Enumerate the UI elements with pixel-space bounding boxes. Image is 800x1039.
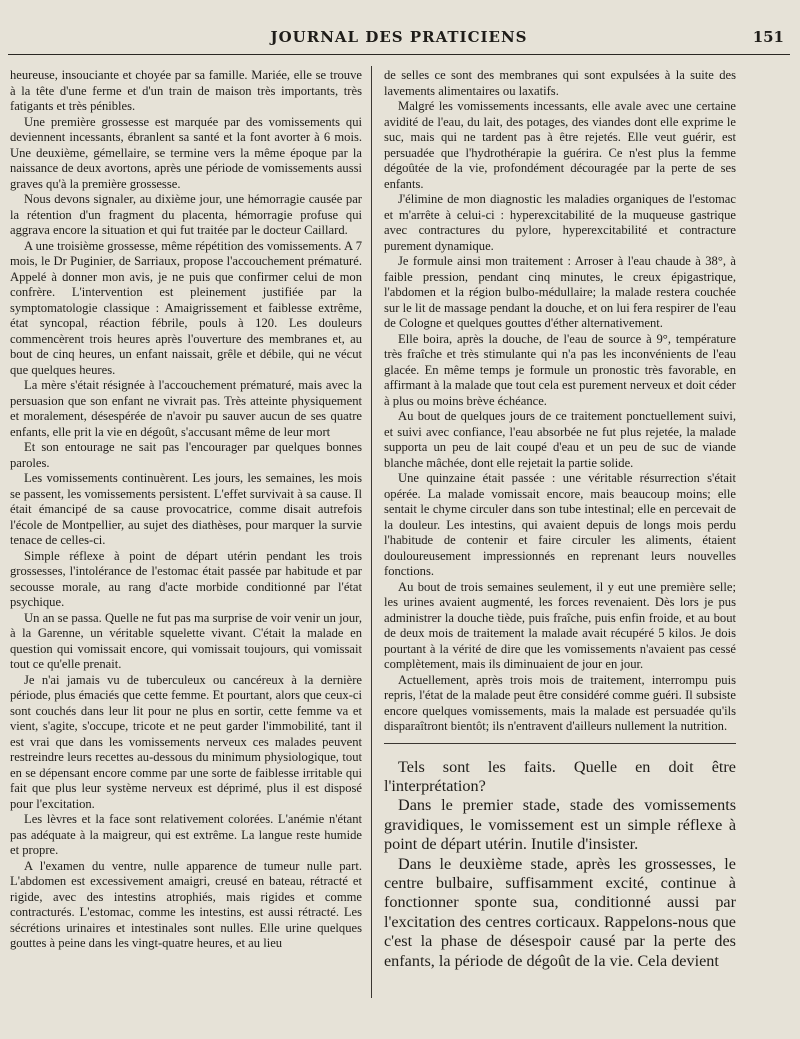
paragraph: heureuse, insouciante et choyée par sa famille. Mariée, elle se trouve à la tête d'une ferme et d'un train de maison très importants, très fatigants et très pénibles. <box>10 68 362 113</box>
paragraph: Et son entourage ne sait pas l'encourager par quelques bonnes paroles. <box>10 440 362 470</box>
large-paragraph: Tels sont les faits. Quelle en doit être l'interprétation? <box>384 757 736 795</box>
paragraph: Elle boira, après la douche, de l'eau de source à 9°, température très fraîche et très stimulante qui n'a pas les inconvénients de l'eau glacée. En même temps je formule un pronostic très favorable, en affirmant à la malade que tout cela est purement nerveux et doit céder à plus ou moins brève échéance. <box>384 331 736 408</box>
page-number: 151 <box>752 28 784 46</box>
paragraph: Simple réflexe à point de départ utérin pendant les trois grossesses, l'intolérance de l'estomac était passée par habitude et par secousse morale, au rang d'acte morbide conditionné par l'état psychique. <box>10 548 362 609</box>
left-column <box>10 68 362 952</box>
paragraph: Au bout de trois semaines seulement, il y eut une première selle; les urines avaient augmenté, les forces revenaient. Dès lors je pus administrer la douche tiède, puis fraîche, puis enfin froide, et au bout de deux mois de traitement la malade avait récupéré 5 kilos. Je dois pourtant à la vérité de dire que les vomissements n'avaient pas cessé complètement, mais ils diminuaient de jour en jour. <box>384 579 736 671</box>
paragraph: Je n'ai jamais vu de tuberculeux ou cancéreux à la dernière période, plus émaciés que cette femme. Et pourtant, alors que ceux-ci sont couchés dans leur lit pour ne plus en sortir, cette femme va et vient, s'agite, s'occupe, tricote et ne peut garder l'immobilité, tant il est vrai que dans les vomissements nerveux ces malades peuvent restreindre leurs recettes au-dessous du minimum physiologique, tout en se dépensant encore comme par une sorte de faiblesse irritable qui fait que plus leur système nerveux est déprimé, plus il est disposé pour l'excitation. <box>10 672 362 811</box>
large-print-section <box>384 758 736 971</box>
large-paragraph: Dans le deuxième stade, après les grossesses, le centre bulbaire, suffisamment excité, continue à fonctionner sponte sua, conditionné aussi par l'excitation des centres corticaux. Rappelons-nous que c'est la phase de désespoir causé par la perte des enfants, la période de dégoût de la vie. Cela devient <box>384 854 736 970</box>
paragraph: de selles ce sont des membranes qui sont expulsées à la suite des lavements alimentaires ou laxatifs. <box>384 68 736 98</box>
paragraph: J'élimine de mon diagnostic les maladies organiques de l'estomac et m'arrête à celui-ci : hyperexcitabilité de la muqueuse gastrique avec contractures du pylore, hyperexcitabilité et contracture purement dynamique. <box>384 192 736 253</box>
large-paragraph: Dans le premier stade, stade des vomissements gravidiques, le vomissement est un simple réflexe à point de départ utérin. Inutile d'insister. <box>384 796 736 854</box>
right-column <box>384 68 736 971</box>
paragraph: Au bout de quelques jours de ce traitement ponctuellement suivi, et suivi avec confiance, l'eau absorbée ne fut plus rejetée, la malade supporta un peu de lait coupé d'eau et un peu de suc de viande blanche mâchée, dont elle rejetait la partie solide. <box>384 409 736 470</box>
paragraph: Un an se passa. Quelle ne fut pas ma surprise de voir venir un jour, à la Garenne, un véritable squelette vivant. C'était la malade en question qui vomissait encore, qui vomissait toujours, qui vomissait tout ce qu'elle prenait. <box>10 610 362 671</box>
paragraph: Les vomissements continuèrent. Les jours, les semaines, les mois se passent, les vomissements persistent. L'effet survivait à sa cause. Il était émancipé de sa cause provocatrice, comme disait autrefois l'école de Montpellier, au sujet des diathèses, pour marquer la survie tenace de celles-ci. <box>10 471 362 547</box>
page-header <box>8 26 790 55</box>
paragraph: La mère s'était résignée à l'accouchement prématuré, mais avec la persuasion que son enfant ne vivrait pas. Très atteinte physiquement et moralement, désespérée de n'avoir pu sauver aucun de ses quatre enfants, elle prit la vie en dégoût, s'accusant même de leur mort <box>10 378 362 439</box>
paragraph: Une première grossesse est marquée par des vomissements qui deviennent incessants, ébranlent sa santé et la font avorter à 6 mois. Une deuxième, gémellaire, se termine vers la même époque par la naissance de deux avortons, après une période de vomissements aussi graves qu'à la première grossesse. <box>10 114 362 191</box>
paragraph: Je formule ainsi mon traitement : Arroser à l'eau chaude à 38°, à faible pression, pendant cinq minutes, le creux épigastrique, l'abdomen et la région bulbo-médullaire; la malade restera couchée sur le lit de massage pendant la douche, et on lui fera respirer de l'eau de Cologne et quelques gouttes d'éther alternativement. <box>384 254 736 330</box>
journal-title: JOURNAL DES PRATICIENS <box>270 28 528 46</box>
section-rule <box>384 743 736 744</box>
paragraph: Actuellement, après trois mois de traitement, interrompu puis repris, l'état de la malade peut être considéré comme guéri. Il subsiste encore quelques vomissements, mais la malade est persuadée qu'ils disparaîtront bientôt; ils n'entravent d'ailleurs nullement la nutrition. <box>384 672 736 733</box>
paragraph: Nous devons signaler, au dixième jour, une hémorragie causée par la rétention d'un fragment du placenta, hémorragie profuse qui aggrava encore la situation et qui fut traitée par le docteur Caillard. <box>10 192 362 237</box>
paragraph: Les lèvres et la face sont relativement colorées. L'anémie n'étant pas adéquate à la maigreur, qui est extrême. La langue reste humide et propre. <box>10 812 362 857</box>
paragraph: Malgré les vomissements incessants, elle avale avec une certaine avidité de l'eau, du lait, des potages, des viandes dont elle exprime le suc, mais qui ne tardent pas à être rejetés. Elle veut guérir, est persuadée que l'hydrothérapie la guérira. Ce n'est plus la femme dégoûtée de la vie, profondément découragée par la perte de ses enfants. <box>384 99 736 191</box>
column-divider <box>371 66 372 998</box>
paragraph: A l'examen du ventre, nulle apparence de tumeur nulle part. L'abdomen est excessivement amaigri, creusé en bateau, rétracté et rigide, avec des intestins atrophiés, mais rigides et comme contracturés. L'estomac, comme les intestins, est aussi rétracté. Les sécrétions urinaires et intestinales sont nulles. Elle urine quelques gouttes à peine dans les vingt-quatre heures, et au lieu <box>10 858 362 950</box>
paragraph: A une troisième grossesse, même répétition des vomissements. A 7 mois, le Dr Puginier, de Sarriaux, propose l'accouchement prématuré. Appelé à donner mon avis, je ne puis que confirmer celui de mon confrère. L'intervention est pleinement justifiée par la symptomatologie classique : Amaigrissement et faiblesse extrême, état syncopal, réaction fébrile, pouls à 120. Les douleurs commencèrent trois heures après l'ouverture des membranes et, au bout de cinq heures, un enfant naissait, grêle et débile, qui ne vécut que quelques heures. <box>10 238 362 377</box>
paragraph: Une quinzaine était passée : une véritable résurrection s'était opérée. La malade vomissait encore, mais beaucoup moins; elle sentait le chyme circuler dans son tube intestinal; elle en percevait de la douleur. Les intestins, qui avaient depuis de longs mois perdu l'habitude de contenir et faire circuler les aliments, étaient douloureusement impressionnés en reprenant leurs nouvelles fonctions. <box>384 471 736 578</box>
